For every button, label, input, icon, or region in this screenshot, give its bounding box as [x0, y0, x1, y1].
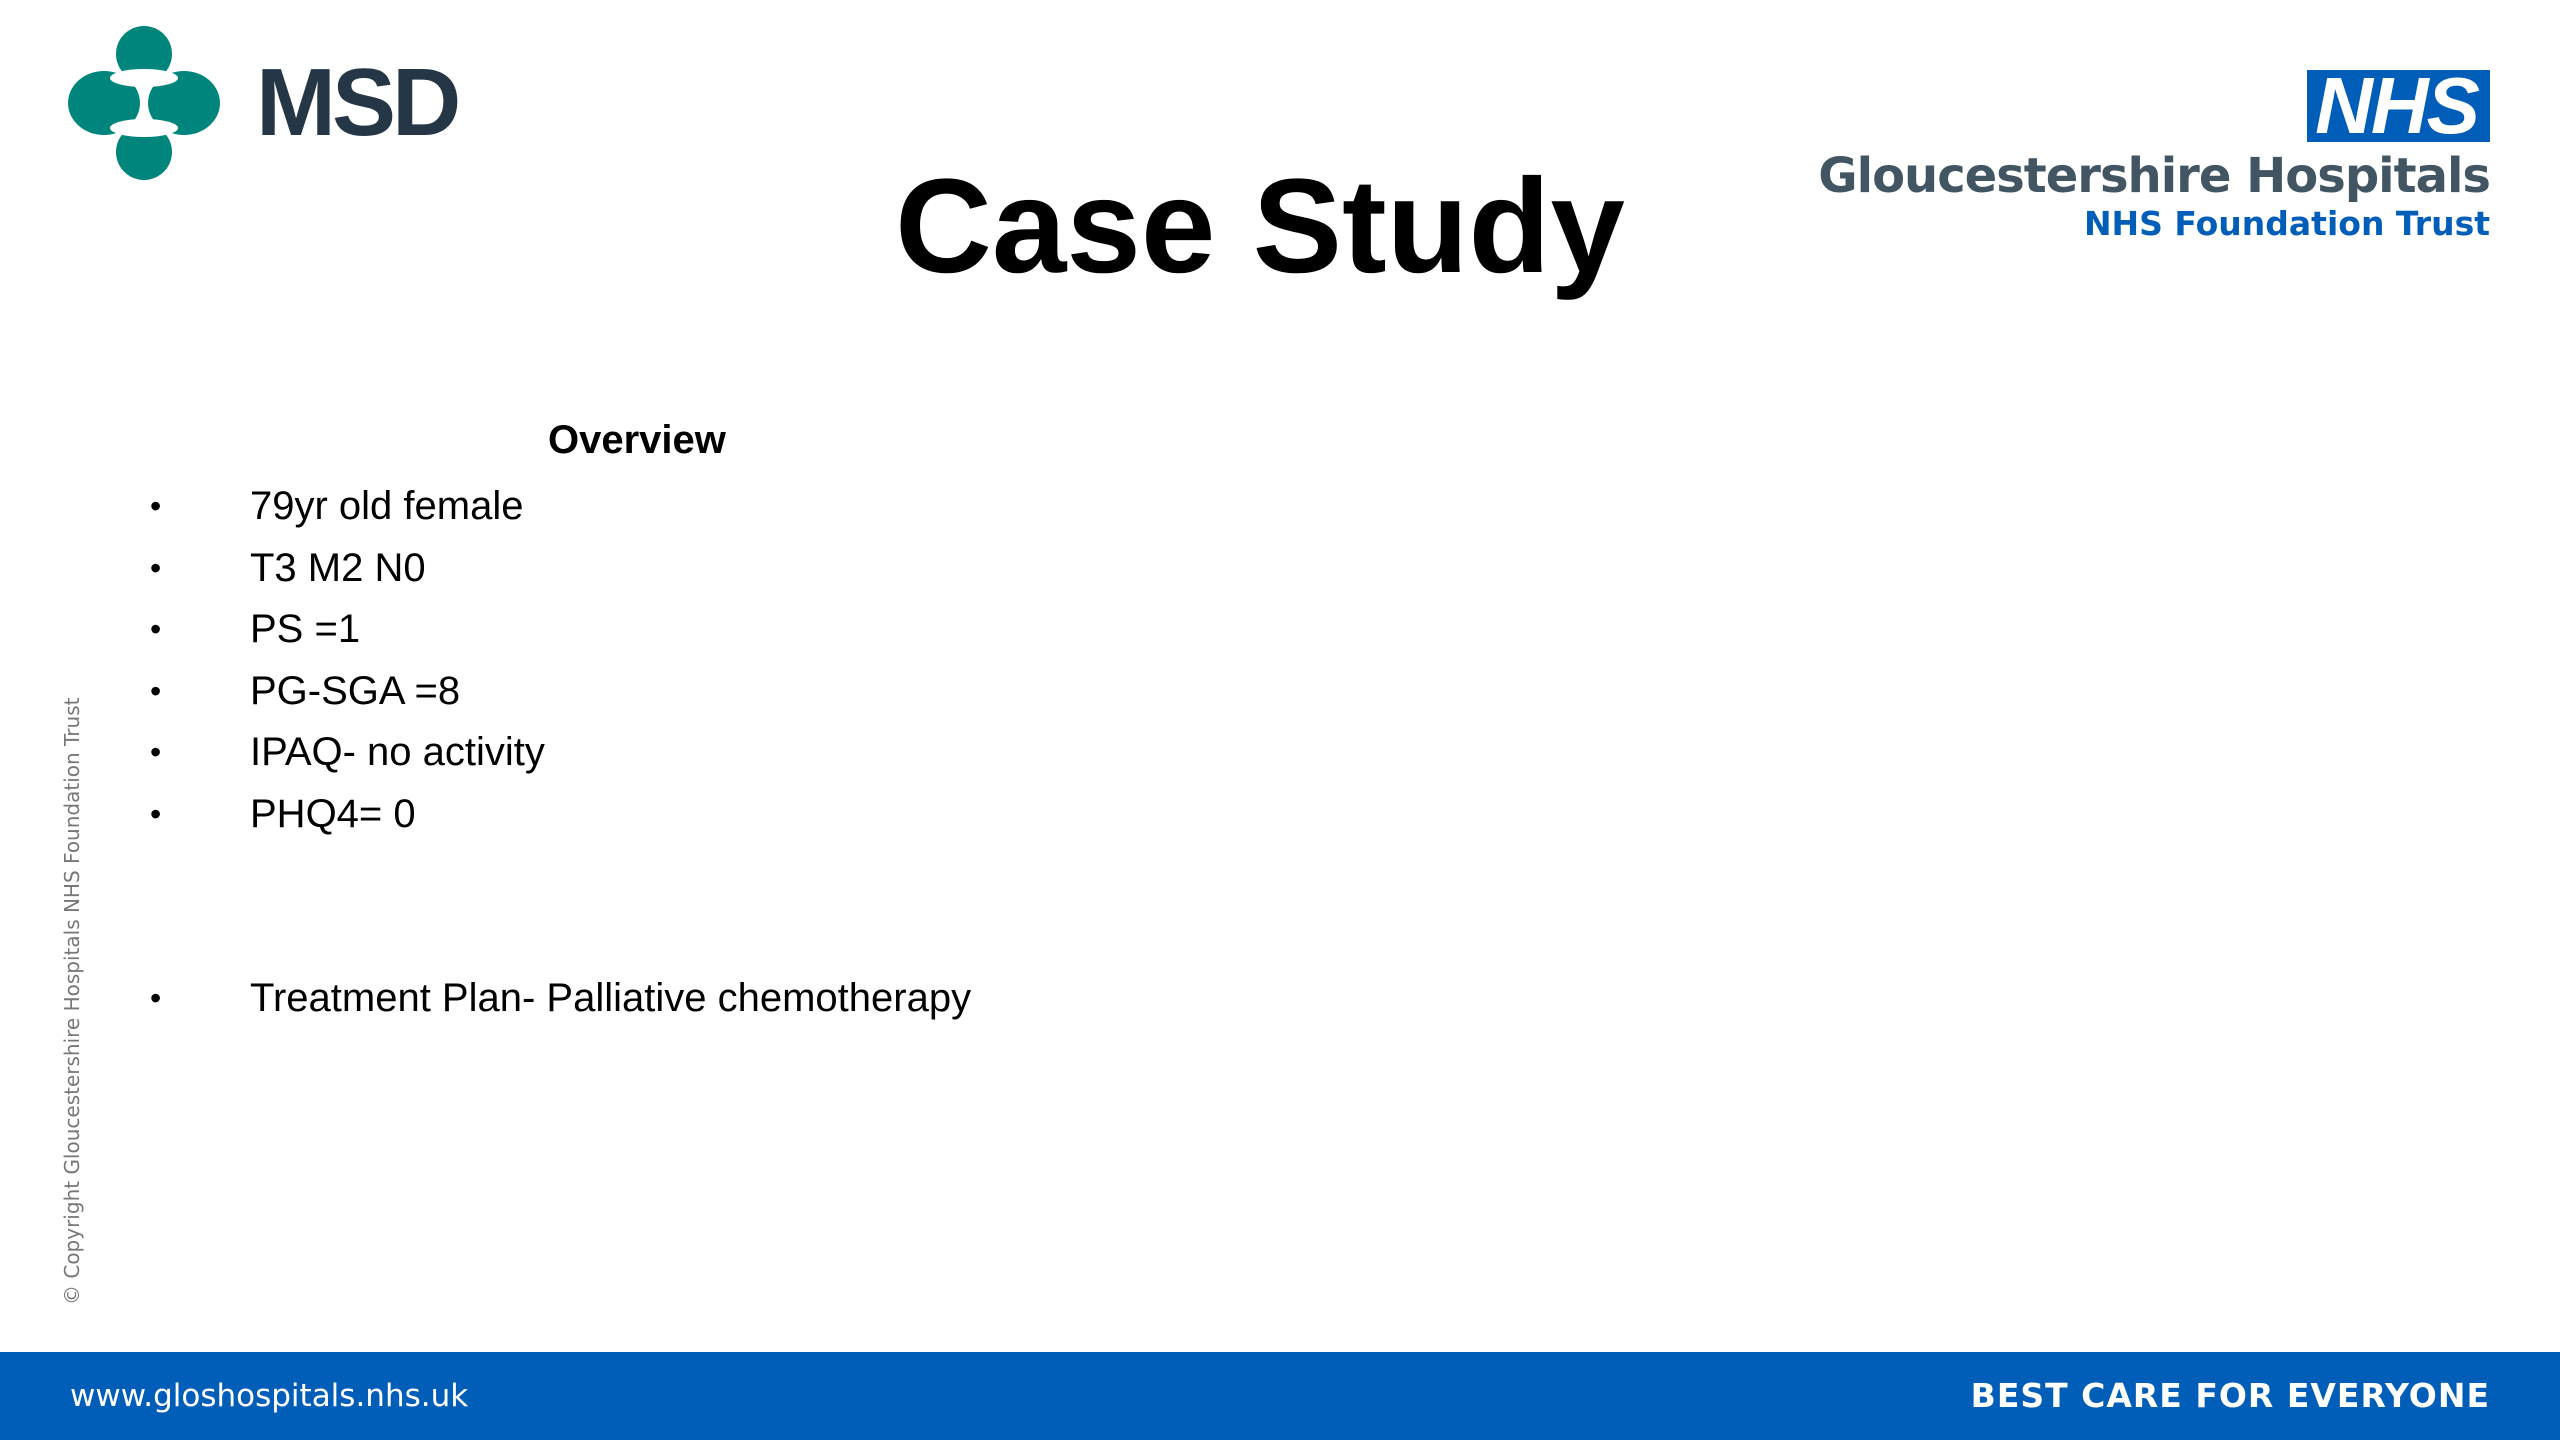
bullet-icon: • [150, 488, 162, 524]
list-item-text: PHQ4= 0 [250, 791, 416, 836]
bullet-icon: • [150, 549, 162, 586]
bullet-icon: • [150, 611, 162, 647]
msd-wordmark: MSD [256, 49, 458, 156]
msd-logo-icon [68, 26, 220, 180]
list-item-text: 79yr old female [250, 484, 524, 528]
bullet-icon: • [150, 795, 162, 832]
bullet-icon: • [150, 980, 162, 1016]
nhs-trust-name: NHS Foundation Trust [2083, 203, 2490, 243]
nhs-logo [1818, 61, 2490, 246]
slide-title: Case Study [895, 152, 1625, 301]
list-item-text: PG-SGA =8 [250, 668, 461, 713]
nhs-organisation-name: Gloucestershire Hospitals [1818, 148, 2490, 204]
list-item-text: IPAQ- no activity [250, 730, 545, 774]
msd-logo [68, 26, 457, 180]
website-link[interactable]: www.gloshospitals.nhs.uk [70, 1378, 469, 1414]
bullet-icon: • [150, 672, 162, 709]
bullet-icon: • [150, 734, 162, 770]
footer-bar [0, 1352, 2560, 1440]
overview-heading: Overview [548, 418, 726, 462]
list-item-text: PS =1 [250, 607, 361, 651]
list-item-text: T3 M2 N0 [250, 545, 426, 590]
footer-slogan: BEST CARE FOR EVERYONE [1970, 1376, 2490, 1415]
copyright-notice: © Copyright Gloucestershire Hospitals NHS Foundation Trust [60, 697, 84, 1305]
treatment-plan-text: Treatment Plan- Palliative chemotherapy [250, 976, 972, 1020]
nhs-badge: NHS [2307, 70, 2490, 142]
